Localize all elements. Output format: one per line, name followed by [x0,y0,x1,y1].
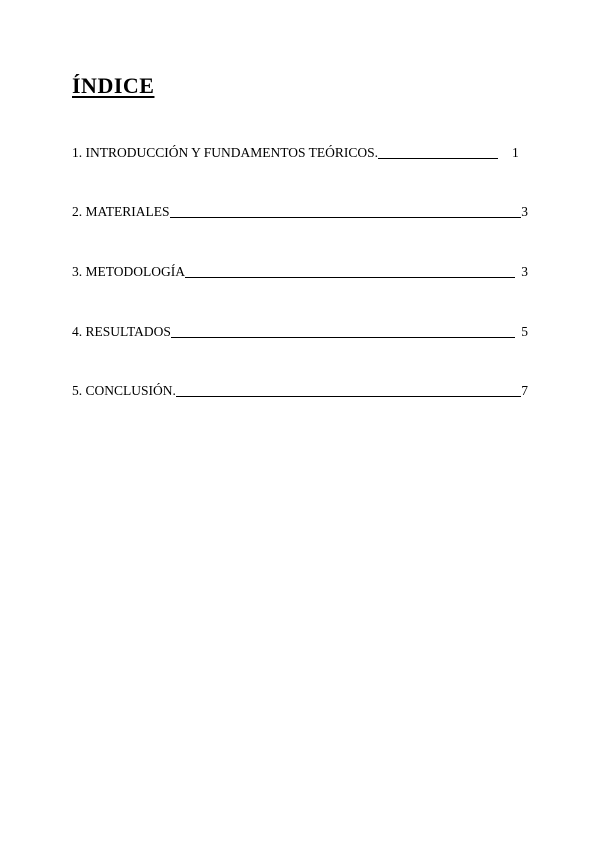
toc-entry-label: 4. RESULTADOS [72,324,171,339]
toc-leader-line [171,336,515,338]
toc-entry-label: 5. CONCLUSIÓN. [72,383,176,398]
page-title: ÍNDICE [72,73,155,98]
toc-page-number: 5 [521,324,528,339]
toc-entry-conclusion[interactable] [72,380,528,400]
toc-entry-metodologia[interactable] [72,261,528,281]
toc-entry-resultados[interactable] [72,321,528,341]
toc-page-number: 3 [521,204,528,219]
toc-leader-line [185,276,515,278]
toc-entry-label: 1. INTRODUCCIÓN Y FUNDAMENTOS TEÓRICOS. [72,145,379,160]
toc-page-number: 7 [521,383,528,398]
toc-leader-line [170,216,522,218]
toc-page-number: 1 [512,145,519,160]
toc-entry-label: 3. METODOLOGÍA [72,264,185,279]
toc-entry-introduccion[interactable] [72,142,528,162]
toc-leader-line [176,395,521,397]
toc-entry-label: 2. MATERIALES [72,204,170,219]
toc-entry-materiales[interactable] [72,201,528,221]
toc-leader-line [378,157,498,159]
toc-page-number: 3 [521,264,528,279]
